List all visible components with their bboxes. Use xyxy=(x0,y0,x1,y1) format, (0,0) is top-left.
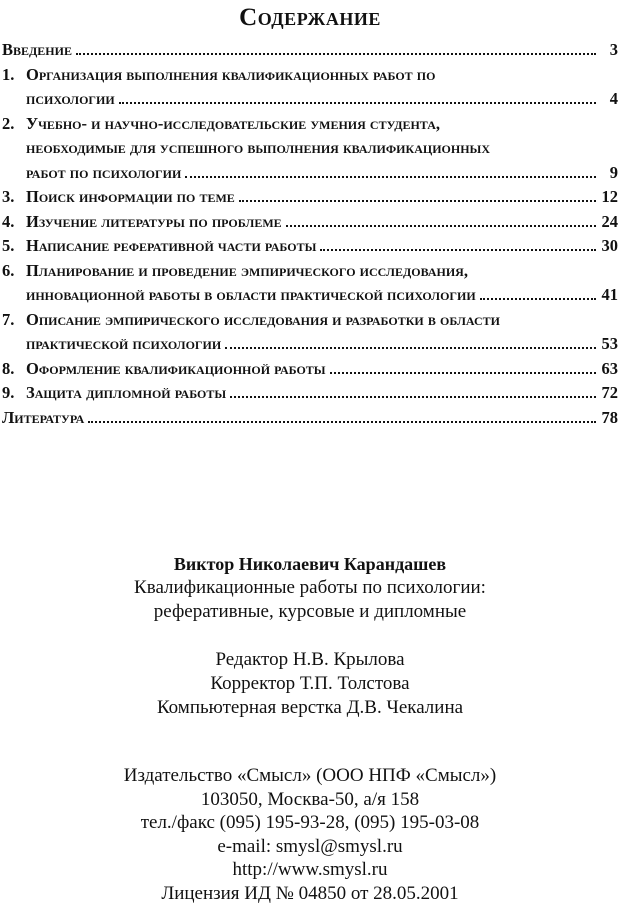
toc-leader-dots xyxy=(185,176,596,178)
toc-chapter-number: 6. xyxy=(2,259,26,284)
publisher-website: http://www.smysl.ru xyxy=(0,858,620,882)
toc-entry-text: Планирование и проведение эмпирического исследования, xyxy=(26,259,468,284)
toc-entry-chapter-9[interactable] xyxy=(2,381,618,406)
table-of-contents xyxy=(2,38,618,430)
toc-leader-dots xyxy=(76,53,596,55)
book-title-line: Квалификационные работы по психологии: xyxy=(0,576,620,600)
toc-chapter-number: 1. xyxy=(2,63,26,88)
toc-entry-text: работ по психологии xyxy=(26,161,181,186)
toc-leader-dots xyxy=(230,396,596,398)
toc-entry-text: Введение xyxy=(2,38,72,63)
toc-page-number: 63 xyxy=(600,357,618,382)
toc-entry-chapter-7[interactable] xyxy=(2,308,618,357)
toc-entry-chapter-8[interactable] xyxy=(2,357,618,382)
staff-proofreader: Корректор Т.П. Толстова xyxy=(0,672,620,696)
toc-entry-literature[interactable] xyxy=(2,406,618,431)
toc-entry-text: Защита дипломной работы xyxy=(26,381,226,406)
toc-entry-chapter-5[interactable] xyxy=(2,234,618,259)
toc-leader-dots xyxy=(286,225,596,227)
publisher-email: e-mail: smysl@smysl.ru xyxy=(0,835,620,859)
toc-page-number: 53 xyxy=(600,332,618,357)
toc-chapter-number: 9. xyxy=(2,381,26,406)
toc-page-number: 12 xyxy=(600,185,618,210)
toc-leader-dots xyxy=(88,421,596,423)
toc-chapter-number: 3. xyxy=(2,185,26,210)
imprint-publisher xyxy=(0,764,620,905)
staff-layout: Компьютерная верстка Д.В. Чекалина xyxy=(0,696,620,720)
toc-leader-dots xyxy=(119,102,596,104)
book-title-line: реферативные, курсовые и дипломные xyxy=(0,600,620,624)
toc-entry-chapter-6[interactable] xyxy=(2,259,618,308)
toc-page-number: 9 xyxy=(600,161,618,186)
toc-entry-chapter-2[interactable] xyxy=(2,112,618,186)
toc-page-number: 24 xyxy=(600,210,618,235)
imprint-book-title xyxy=(0,576,620,624)
toc-page-number: 30 xyxy=(600,234,618,259)
toc-leader-dots xyxy=(330,372,596,374)
publisher-phone: тел./факс (095) 195-93-28, (095) 195-03-08 xyxy=(0,811,620,835)
toc-entry-text: Поиск информации по теме xyxy=(26,185,235,210)
toc-entry-chapter-4[interactable] xyxy=(2,210,618,235)
imprint-author: Виктор Николаевич Карандашев xyxy=(0,552,620,576)
toc-page-number: 72 xyxy=(600,381,618,406)
toc-chapter-number: 4. xyxy=(2,210,26,235)
toc-leader-dots xyxy=(320,249,596,251)
toc-entry-text: Описание эмпирического исследования и разработки в области xyxy=(26,308,500,333)
toc-title: Содержание xyxy=(0,4,620,32)
publisher-license: Лицензия ИД № 04850 от 28.05.2001 xyxy=(0,882,620,905)
toc-entry-text: практической психологии xyxy=(26,332,221,357)
toc-entry-chapter-1[interactable] xyxy=(2,63,618,112)
toc-entry-text: необходимые для успешного выполнения квалификационных xyxy=(26,136,490,161)
toc-chapter-number: 7. xyxy=(2,308,26,333)
imprint-staff xyxy=(0,648,620,720)
toc-page-number: 41 xyxy=(600,283,618,308)
toc-page-number: 3 xyxy=(600,38,618,63)
toc-entry-text: Учебно- и научно-исследовательские умения студента, xyxy=(26,112,440,137)
toc-entry-text: инновационной работы в области практической психологии xyxy=(26,283,476,308)
toc-page-number: 78 xyxy=(600,406,618,431)
toc-entry-text: Оформление квалификационной работы xyxy=(26,357,326,382)
toc-leader-dots xyxy=(239,200,596,202)
toc-entry-chapter-3[interactable] xyxy=(2,185,618,210)
toc-chapter-number: 5. xyxy=(2,234,26,259)
toc-page-number: 4 xyxy=(600,87,618,112)
toc-chapter-number: 8. xyxy=(2,357,26,382)
toc-leader-dots xyxy=(225,347,596,349)
toc-leader-dots xyxy=(480,298,596,300)
staff-editor: Редактор Н.В. Крылова xyxy=(0,648,620,672)
publisher-name: Издательство «Смысл» (ООО НПФ «Смысл») xyxy=(0,764,620,788)
toc-entry-text: Изучение литературы по проблеме xyxy=(26,210,282,235)
toc-chapter-number: 2. xyxy=(2,112,26,137)
toc-entry-introduction[interactable] xyxy=(2,38,618,63)
toc-entry-text: Организация выполнения квалификационных работ по xyxy=(26,63,435,88)
toc-entry-text: психологии xyxy=(26,87,115,112)
toc-entry-text: Написание реферативной части работы xyxy=(26,234,316,259)
toc-entry-text: Литература xyxy=(2,406,84,431)
publisher-address: 103050, Москва-50, а/я 158 xyxy=(0,788,620,812)
